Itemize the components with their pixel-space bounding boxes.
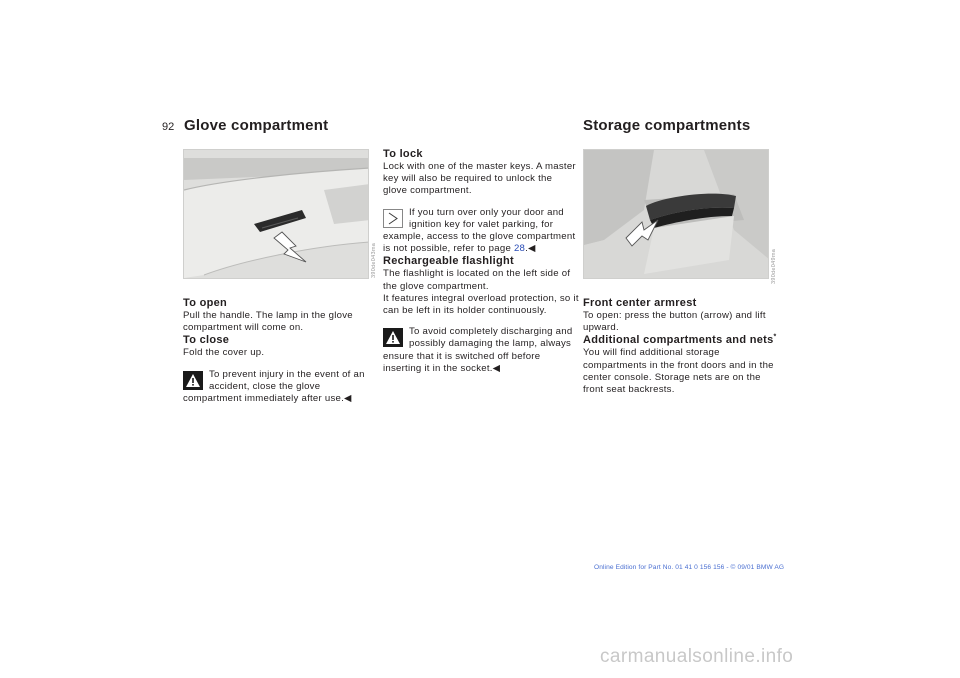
text-to-open: Pull the handle. The lamp in the glove compartment will come on. xyxy=(183,310,353,334)
heading-additional xyxy=(583,334,779,347)
glove-compartment-illustration xyxy=(183,149,369,279)
warning-text-flashlight: To avoid completely discharging and possibly damaging the lamp, always ensure that it is switched off before inserting it in the socket. xyxy=(383,326,573,374)
warning-note-close xyxy=(183,369,379,406)
page-number: 92 xyxy=(162,121,175,133)
text-to-lock: Lock with one of the master keys. A master key will also be required to unlock the glove compartment. xyxy=(383,161,576,197)
online-edition-footer: Online Edition for Part No. 01 41 0 156 156 - © 09/01 BMW AG xyxy=(594,564,785,571)
page-link-28[interactable]: 28 xyxy=(513,243,526,255)
heading-flashlight: Rechargeable flashlight xyxy=(383,255,514,268)
heading-to-lock: To lock xyxy=(383,148,423,160)
right-column xyxy=(583,297,779,396)
warning-triangle-icon xyxy=(183,371,203,390)
armrest-illustration xyxy=(583,149,769,279)
option-star: * xyxy=(773,333,777,341)
end-mark: .◀ xyxy=(525,243,536,255)
heading-armrest: Front center armrest xyxy=(583,297,697,309)
end-mark: ◀ xyxy=(344,393,352,405)
warning-note-flashlight xyxy=(383,326,579,375)
middle-column xyxy=(383,148,579,375)
image-code-right: 390de049ma xyxy=(771,248,777,284)
note-text-valet: If you turn over only your door and ignition key for valet parking, for example, access to the glove compartment is not possible, refer to page xyxy=(383,206,576,255)
watermark: carmanualsonline.info xyxy=(600,646,794,667)
text-to-close: Fold the cover up. xyxy=(183,347,265,359)
warning-triangle-icon xyxy=(383,328,403,347)
heading-additional-text: Additional compartments and nets xyxy=(583,334,774,347)
chapter-title-storage: Storage compartments xyxy=(583,117,751,134)
text-flashlight-1: The flashlight is located on the left side of the glove compartment. xyxy=(383,268,571,292)
text-flashlight-2: It features integral overload protection, so it can be left in its holder continuously. xyxy=(383,292,579,317)
text-armrest: To open: press the button (arrow) and lift upward. xyxy=(583,310,766,334)
note-valet xyxy=(383,207,579,256)
image-code-left: 390de043ma xyxy=(371,242,377,278)
heading-to-open: To open xyxy=(183,297,228,309)
heading-to-close: To close xyxy=(183,334,230,347)
warning-text-close: To prevent injury in the event of an accident, close the glove compartment immediately after use. xyxy=(183,368,365,405)
glove-compartment-drawing xyxy=(184,150,369,279)
end-mark: ◀ xyxy=(492,362,501,374)
text-additional: You will find additional storage compartments in the front doors and in the center console. Storage nets are on the front seat backrests. xyxy=(583,347,774,396)
chapter-title-glove: Glove compartment xyxy=(184,117,329,134)
note-arrow-icon xyxy=(383,209,403,228)
left-column xyxy=(183,297,379,405)
armrest-drawing xyxy=(584,150,769,279)
